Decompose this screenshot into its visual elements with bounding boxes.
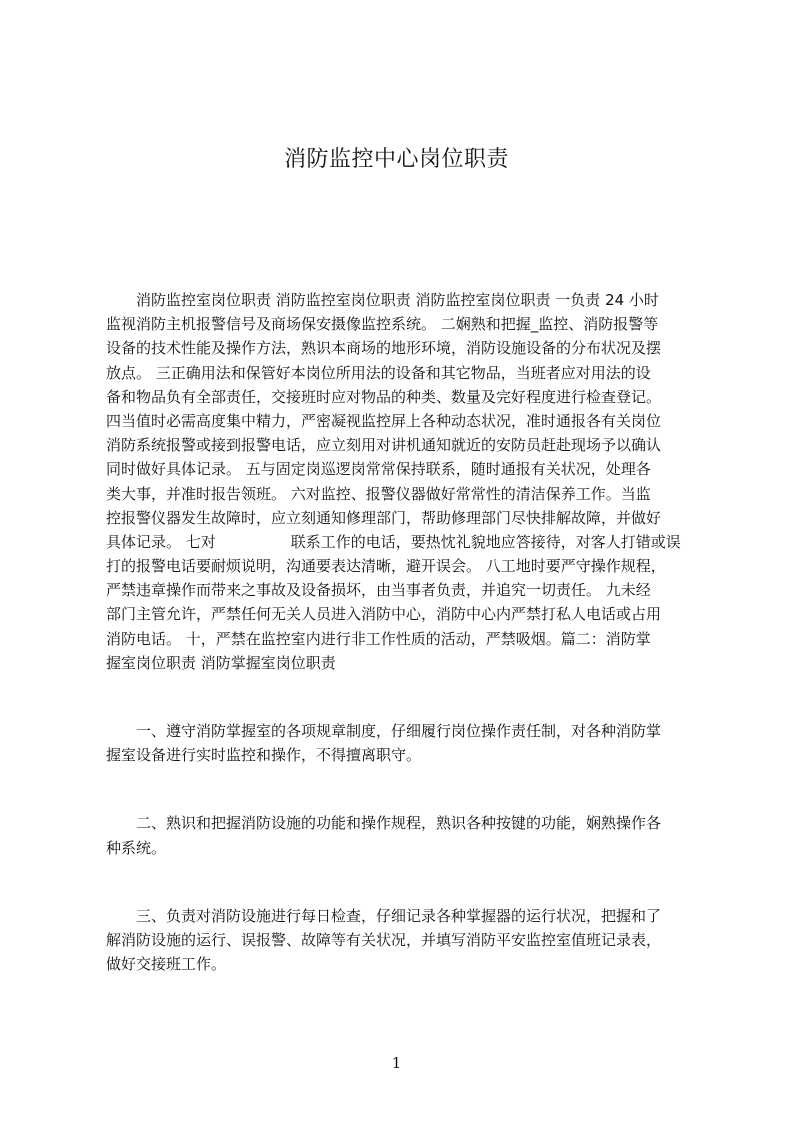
- duty-item-3-line: 做好交接班工作。: [106, 955, 227, 974]
- body-line: 具体记录。 七对 联系工作的电话，要热忱礼貌地应答接待，对客人打错或误: [106, 532, 681, 551]
- document-body: [106, 288, 698, 976]
- duty-item-2-line: 二、熟识和把握消防设施的功能和操作规程，熟识各种按键的功能，娴熟操作各: [106, 814, 662, 833]
- duty-item-3-line: 解消防设施的运行、误报警、故障等有关状况，并填写消防平安监控室值班记录表，: [106, 930, 662, 949]
- body-line: 同时做好具体记录。 五与固定岗巡逻岗常常保持联系，随时通报有关状况，处理各: [106, 460, 651, 479]
- body-line: 握室岗位职责 消防掌握室岗位职责: [106, 653, 336, 672]
- body-line: 控报警仪器发生故障时，应立刻通知修理部门，帮助修理部门尽快排解故障，并做好: [106, 508, 662, 527]
- body-line: 备和物品负有全部责任，交接班时应对物品的种类、数量及完好程度进行检查登记。: [106, 387, 662, 406]
- duty-item-2-line: 种系统。: [106, 838, 167, 857]
- body-line: 消防电话。 十，严禁在监控室内进行非工作性质的活动，严禁吸烟。篇二：消防掌: [106, 629, 651, 648]
- duty-item-1-line: 一、遵守消防掌握室的各项规章制度，仔细履行岗位操作责任制，对各种消防掌: [106, 722, 662, 740]
- duty-item-3-line: 三、负责对消防设施进行每日检查，仔细记录各种掌握器的运行状况，把握和了: [106, 906, 662, 925]
- duty-item-1-line: 握室设备进行实时监控和操作，不得擅离职守。: [106, 746, 422, 765]
- document-title: 消防监控中心岗位职责: [283, 147, 509, 172]
- body-line: 类大事，并准时报告领班。 六对监控、报警仪器做好常常性的清洁保养工作。当监: [106, 484, 651, 503]
- body-line: 打的报警电话要耐烦说明，沟通要表达清晰，避开误会。 八工地时要严守操作规程，: [106, 557, 666, 576]
- body-line: 四当值时必需高度集中精力，严密凝视监控屏上各种动态状况，准时通报各有关岗位: [106, 411, 662, 430]
- page-number: 1: [391, 1054, 402, 1072]
- body-line: 严禁违章操作而带来之事故及设备损坏，由当事者负责，并追究一切责任。 九未经: [106, 581, 651, 600]
- body-line: 消防系统报警或接到报警电话，应立刻用对讲机通知就近的安防员赶赴现场予以确认: [106, 436, 662, 455]
- body-line: 部门主管允许，严禁任何无关人员进入消防中心，消防中心内严禁打私人电话或占用: [106, 605, 662, 624]
- body-line: 设备的技术性能及操作方法，熟识本商场的地形环境，消防设施设备的分布状况及摆: [106, 339, 662, 358]
- body-line: 监视消防主机报警信号及商场保安摄像监控系统。 二娴熟和把握_监控、消防报警等: [106, 315, 659, 334]
- body-line: 放点。 三正确用法和保管好本岗位所用法的设备和其它物品，当班者应对用法的设: [106, 363, 651, 382]
- body-line: 消防监控室岗位职责 消防监控室岗位职责 消防监控室岗位职责 一负责 24 小时: [106, 291, 659, 309]
